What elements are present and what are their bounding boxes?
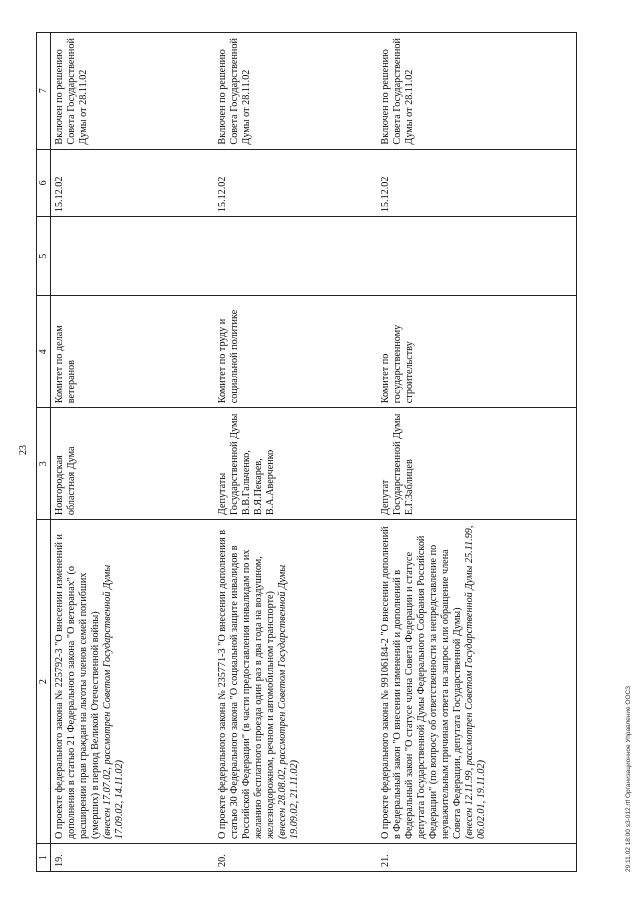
initiator: Депутат Государственной Думы Е.Г.Заблицев: [377, 408, 577, 520]
bill-title: О проекте федерального закона № 225792-3 "О внесении изменений и дополнения в статью 21 Федерального закона "О ветеранах" (о расширении прав граждан на льготы членов семей погибших (умерших) в период Великой Отечественной войны): [54, 534, 102, 840]
bill-note: (внесен 28.08.02, рассмотрен Советом Государственной Думы 19.09.02, 21.11.02): [277, 564, 301, 840]
date: 15.12.02: [51, 149, 215, 217]
agenda-table: [36, 32, 577, 872]
column-header-3: 3: [37, 408, 51, 520]
item-number: 19.: [51, 844, 215, 872]
item-number: 21.: [377, 844, 577, 872]
bill-cell: [377, 520, 577, 844]
bill-title: О проекте федерального закона № 99106184-2 "О внесении дополнений в Федеральный закон "О внесении изменений и дополнений в Федеральный закон "О статусе члена Совета Федерации и статусе депутата Государственной Думы Федерального Собрания Российской Федерации" (по вопросу об ответственности за непредставление по неуважительным причинам ответа на запрос или обращение члена Совета Федерации, депутата Государственной Думы): [380, 526, 464, 840]
initiator: Новгородская областная Дума: [51, 408, 215, 520]
page-number: 23: [18, 445, 29, 455]
committee: Комитет по государственному строительству: [377, 296, 577, 408]
column-header-row: [37, 33, 51, 872]
date: 15.12.02: [214, 149, 377, 217]
table-row: [214, 33, 377, 872]
column-5-cell: [51, 217, 215, 296]
column-header-5: 5: [37, 217, 51, 296]
committee: Комитет по делам ветеранов: [51, 296, 215, 408]
item-number: 20.: [214, 844, 377, 872]
column-header-4: 4: [37, 296, 51, 408]
column-header-6: 6: [37, 149, 51, 217]
initiator: Депутаты Государственной Думы В.В.Гальченко, В.Я.Пекарев, В.А.Аверченко: [214, 408, 377, 520]
column-5-cell: [214, 217, 377, 296]
bill-note: (внесен 12.11.99, рассмотрен Советом Государственной Думы 25.11.99, 06.02.01, 19.11.02): [464, 525, 488, 840]
column-header-2: 2: [37, 520, 51, 844]
column-header-1: 1: [37, 844, 51, 872]
date: 15.12.02: [377, 149, 577, 217]
table-row: [51, 33, 215, 872]
bill-cell: [51, 520, 215, 844]
column-5-cell: [377, 217, 577, 296]
bill-title: О проекте федерального закона № 235771-3 "О внесении дополнения в статью 30 Федерального закона "О социальной защите инвалидов в Российской Федерации" (в части предоставления инвалидам по их желанию бесплатного проезда один раз в два года на воздушном, железнодорожном, речном и автомобильном транспорте): [217, 529, 277, 840]
bill-note: (внесен 17.07.02, рассмотрен Советом Государственной Думы 17.09.02, 14.11.02): [102, 564, 126, 840]
table-row: [377, 33, 577, 872]
status: Включен по решению Совета Государственной Думы от 28.11.02: [214, 33, 377, 150]
status: Включен по решению Совета Государственной Думы от 28.11.02: [51, 33, 215, 150]
status: Включен по решению Совета Государственной Думы от 28.11.02: [377, 33, 577, 150]
column-header-7: 7: [37, 33, 51, 150]
footer-text: 29.11.02 18:00 s3-012.rtf Организационное Управление ООСЗ: [625, 685, 632, 872]
committee: Комитет по труду и социальной политике: [214, 296, 377, 408]
bill-cell: [214, 520, 377, 844]
